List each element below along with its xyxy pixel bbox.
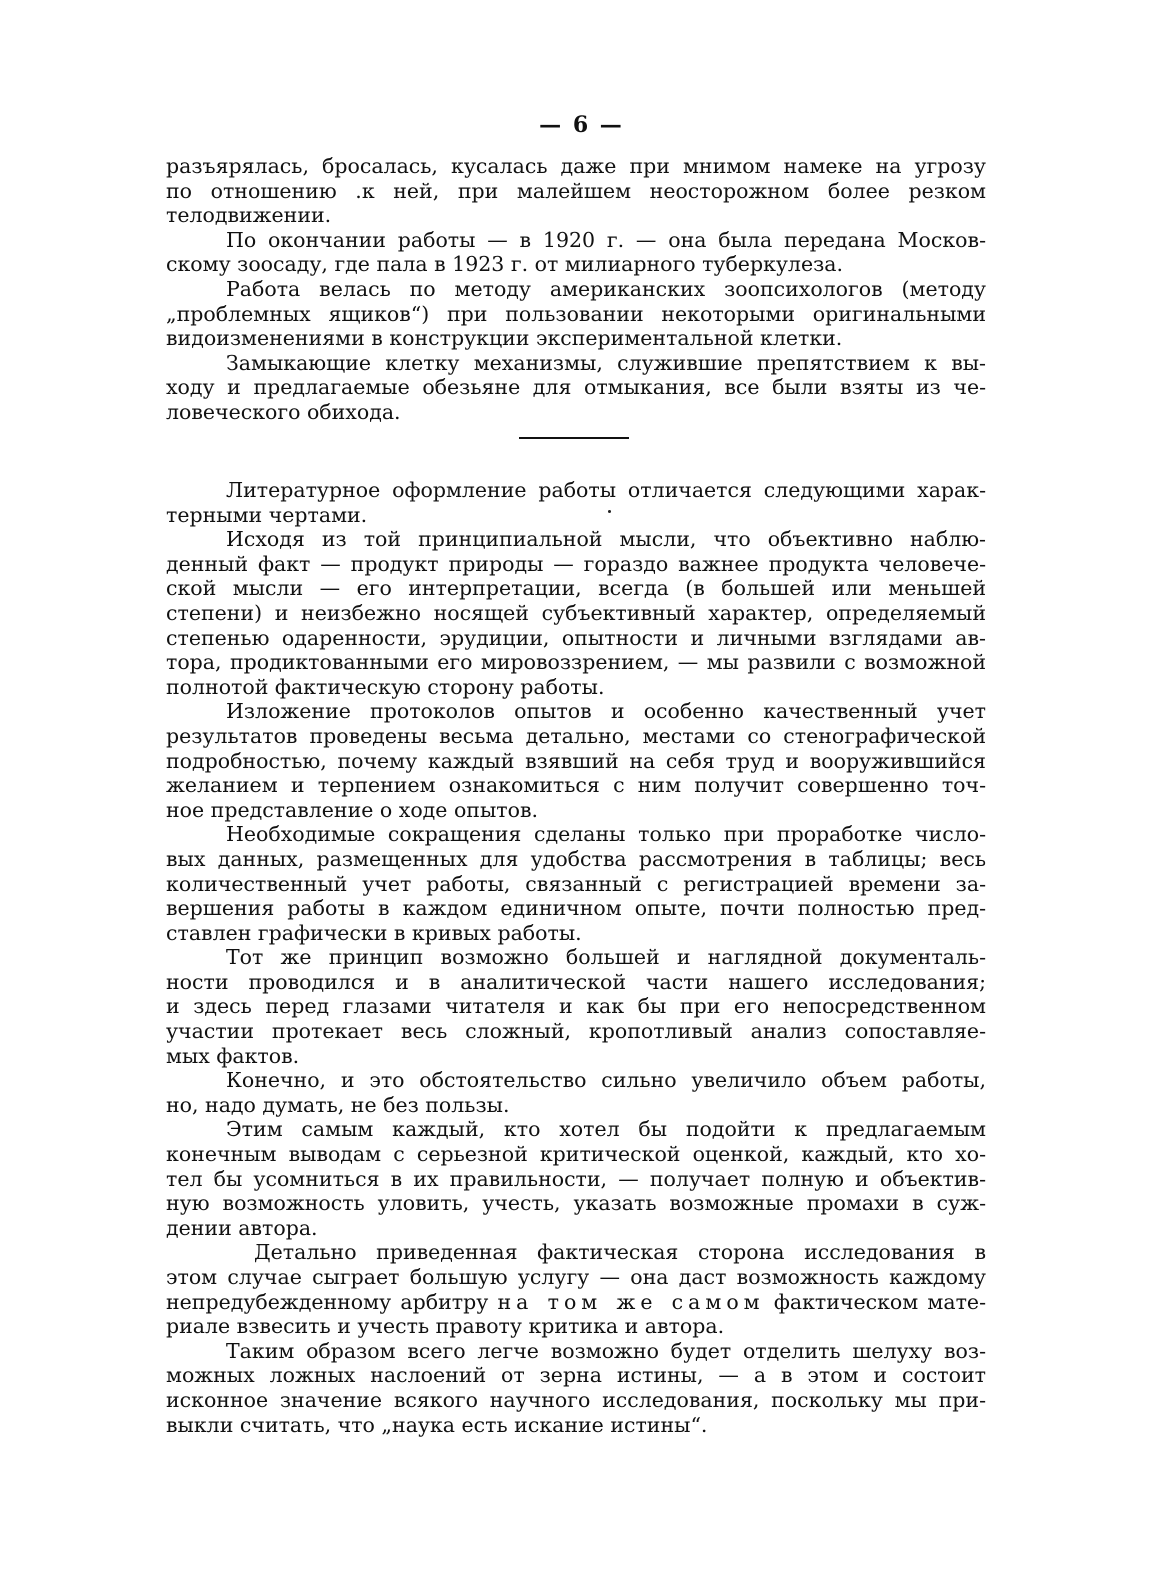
text-line: терными чертами. [166,502,368,527]
text-line: денный факт — продукт природы — гораздо важнее продукта человече- [166,551,986,576]
top-text-block [166,154,986,425]
text-line: Тот же принцип возможно большей и наглядной документаль- [226,945,986,970]
text-line: Замыкающие клетку механизмы, служившие препятствием к вы- [226,350,986,375]
text-line: Детально приведенная фактическая сторона исследования в [254,1240,986,1265]
text-line: конечным выводам с серьезной критической оценкой, каждый, кто хо- [166,1142,986,1167]
text-line: можных ложных наслоений от зерна истины, — а в этом и состоит [166,1363,986,1388]
text-line: ное представление о ходе опытов. [166,797,539,822]
text-line: „проблемных ящиков“) при пользовании некоторыми оригинальными [166,301,986,326]
text-line: Работа велась по методу американских зоопсихологов (методу [226,276,986,301]
text-line: и здесь перед глазами читателя и как бы при его непосредственном [166,994,986,1019]
text-line: непредубежденному арбитру на том же самом фактическом мате- [166,1289,986,1314]
text-line: Изложение протоколов опытов и особенно качественный учет [226,699,986,724]
text-line: ную возможность уловить, учесть, указать возможные промахи в суж- [166,1191,986,1216]
text-line: телодвижении. [166,203,332,228]
text-line: степени) и неизбежно носящей субъективный характер, определяемый [166,600,986,625]
text-line: Необходимые сокращения сделаны только при проработке число- [226,822,986,847]
text-line: количественный учет работы, связанный с регистрацией времени за- [166,871,986,896]
text-line: тора, продиктованными его мировоззрением, — мы развили с возможной [166,650,986,675]
text-line: желанием и терпением ознакомиться с ним получит совершенно точ- [166,773,986,798]
spaced-emphasis: на том же самом [497,1289,765,1314]
text-line: Этим самым каждый, кто хотел бы подойти к предлагаемым [226,1117,986,1142]
text-line: участии протекает весь сложный, кропотливый анализ сопоставляе- [166,1019,986,1044]
page-number: — 6 — [539,112,624,138]
text-line: степенью одаренности, эрудиции, опытности и личными взглядами ав- [166,625,986,650]
text-line: Таким образом всего легче возможно будет отделить шелуху воз- [226,1338,986,1363]
text-line: ской мысли — его интерпретации, всегда (в большей или меньшей [166,576,986,601]
text-line: дении автора. [166,1215,318,1240]
text-line: по отношению .к ней, при малейшем неосторожном более резком [166,178,986,203]
text-line: скому зоосаду, где пала в 1923 г. от милиарного туберкулеза. [166,252,844,277]
text-line: мых фактов. [166,1043,300,1068]
section-divider [519,437,629,439]
text-line: тел бы усомниться в их правильности, — получает полную и объектив- [166,1166,986,1191]
text-line: Конечно, и это обстоятельство сильно увеличило объем работы, [226,1068,986,1093]
text-line: вершения работы в каждом единичном опыте, почти полностью пред- [166,896,986,921]
text-line: риале взвесить и учесть правоту критика и автора. [166,1314,725,1339]
text-line: Литературное оформление работы отличается следующими харак- [226,478,986,502]
text-line: исконное значение всякого научного исследования, поскольку мы при- [166,1387,986,1412]
text-line: По окончании работы — в 1920 г. — она была передана Москов- [226,227,986,252]
text-line: полнотой фактическую сторону работы. [166,674,605,699]
text-line: подробностью, почему каждый взявший на себя труд и вооружившийся [166,748,986,773]
text-line: вых данных, размещенных для удобства рассмотрения в таблицы; весь [166,846,986,871]
text-line: видоизменениями в конструкции экспериментальной клетки. [166,326,843,351]
text-line: но, надо думать, не без пользы. [166,1092,510,1117]
text-line: результатов проведены весьма детально, местами со стенографической [166,723,986,748]
text-line: этом случае сыграет большую услугу — она даст возможность каждому [166,1265,986,1289]
text-line: ходу и предлагаемые обезьяне для отмыкания, все были взяты из че- [166,375,986,400]
text-line: выкли считать, что „наука есть искание истины“. [166,1412,708,1437]
text-line: ности проводился и в аналитической части нашего исследования; [166,969,986,994]
text-line: разъярялась, бросалась, кусалась даже при мнимом намеке на угрозу [166,154,986,178]
bottom-text-block [166,478,986,1437]
text-line: ловеческого обихода. [166,399,401,424]
text-line: ставлен графически в кривых работы. [166,920,582,945]
text-line: Исходя из той принципиальной мысли, что объективно наблю- [226,527,986,552]
